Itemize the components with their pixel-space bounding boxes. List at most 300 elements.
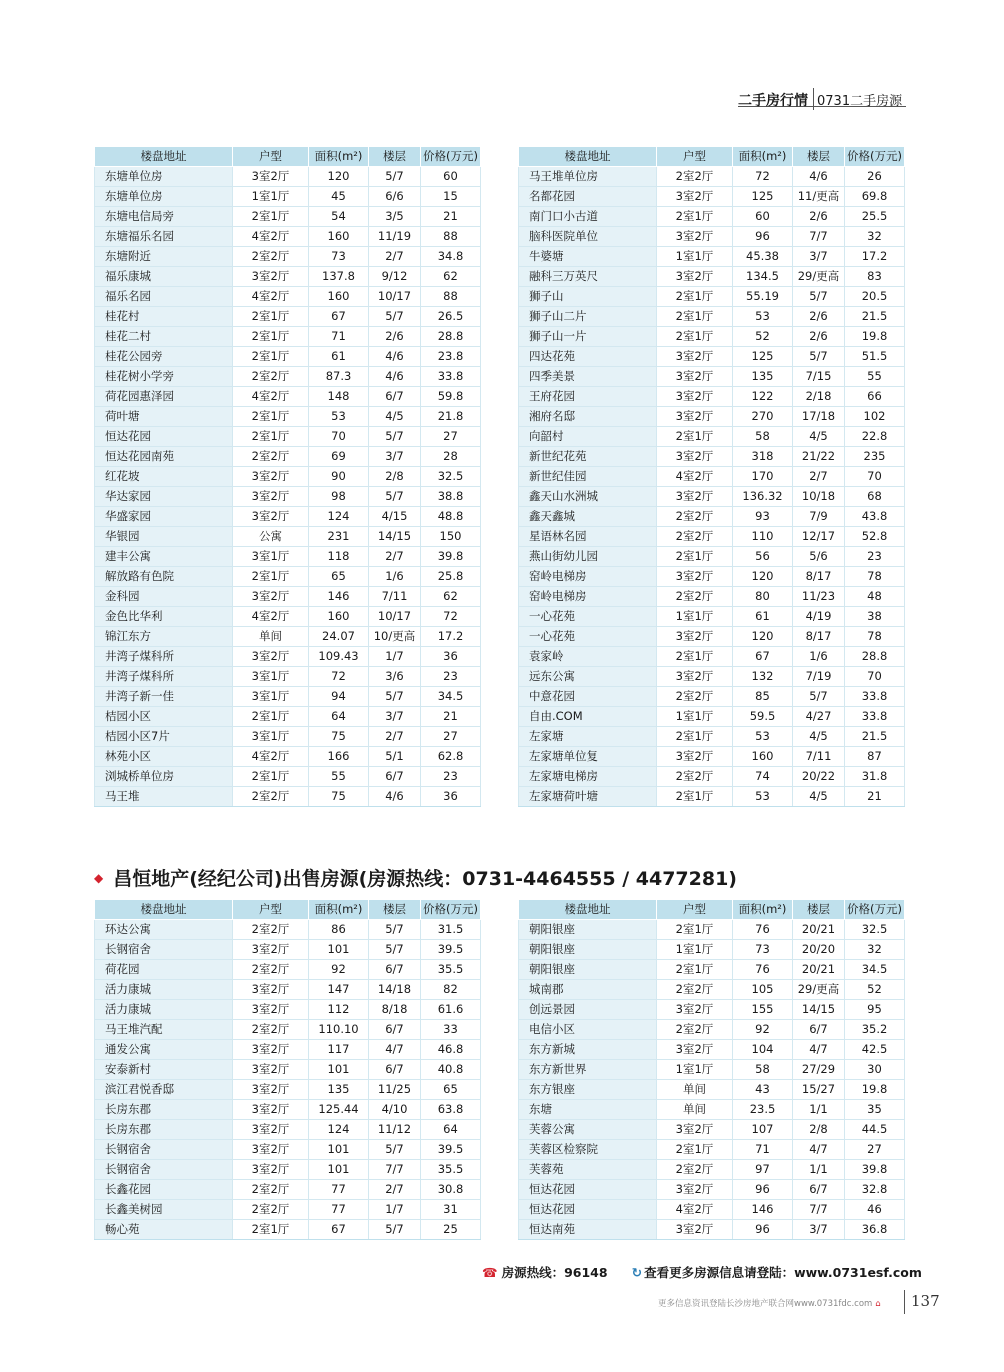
table-row xyxy=(519,1040,905,1060)
listing-table-bottom-left xyxy=(94,899,481,1240)
cell-floor: 2/7 xyxy=(369,1180,421,1200)
cell-area: 146 xyxy=(309,587,369,607)
cell-address: 芙蓉公寓 xyxy=(519,1120,657,1140)
cell-address: 融科三万英尺 xyxy=(519,267,657,287)
cell-price: 72 xyxy=(421,607,481,627)
listing-table-top-left xyxy=(94,146,481,807)
cell-floor: 4/5 xyxy=(369,407,421,427)
cell-floor: 5/7 xyxy=(369,1220,421,1240)
cell-price: 25 xyxy=(421,1220,481,1240)
phone-icon: ☎ xyxy=(482,1265,498,1280)
cell-floor: 8/17 xyxy=(793,627,845,647)
cell-address: 中意花园 xyxy=(519,687,657,707)
cell-floor: 4/15 xyxy=(369,507,421,527)
cell-area: 94 xyxy=(309,687,369,707)
cell-price: 33.8 xyxy=(421,367,481,387)
cell-price: 17.2 xyxy=(421,627,481,647)
cell-address: 新世纪佳园 xyxy=(519,467,657,487)
header-address: 楼盘地址 xyxy=(519,900,657,920)
cell-address: 城南郡 xyxy=(519,980,657,1000)
cell-address: 马王堆汽配 xyxy=(95,1020,233,1040)
table-row xyxy=(95,1040,481,1060)
table-row xyxy=(95,287,481,307)
cell-layout: 4室2厅 xyxy=(233,747,309,767)
cell-layout: 3室2厅 xyxy=(657,1220,733,1240)
cell-price: 235 xyxy=(845,447,905,467)
header-floor: 楼层 xyxy=(369,900,421,920)
cell-price: 31.8 xyxy=(845,767,905,787)
cell-price: 70 xyxy=(845,467,905,487)
cell-layout: 3室2厅 xyxy=(233,940,309,960)
table-row xyxy=(95,467,481,487)
cell-price: 87 xyxy=(845,747,905,767)
table-row xyxy=(519,1120,905,1140)
cell-area: 45 xyxy=(309,187,369,207)
cell-floor: 5/7 xyxy=(793,347,845,367)
header-divider xyxy=(813,88,814,110)
cell-address: 向韶村 xyxy=(519,427,657,447)
cell-area: 160 xyxy=(309,607,369,627)
header-floor: 楼层 xyxy=(793,900,845,920)
cell-floor: 1/1 xyxy=(793,1160,845,1180)
cell-layout: 3室2厅 xyxy=(233,980,309,1000)
cell-floor: 5/7 xyxy=(793,687,845,707)
table-header-row xyxy=(95,900,481,920)
cell-price: 26 xyxy=(845,167,905,187)
cell-price: 30.8 xyxy=(421,1180,481,1200)
cell-floor: 9/12 xyxy=(369,267,421,287)
table-row xyxy=(95,1060,481,1080)
cell-address: 东方新城 xyxy=(519,1040,657,1060)
cell-area: 101 xyxy=(309,1140,369,1160)
cell-address: 林苑小区 xyxy=(95,747,233,767)
cell-layout: 3室2厅 xyxy=(233,587,309,607)
cell-price: 30 xyxy=(845,1060,905,1080)
table-row xyxy=(95,980,481,1000)
cell-price: 23 xyxy=(421,767,481,787)
cell-floor: 2/6 xyxy=(793,207,845,227)
cell-floor: 8/18 xyxy=(369,1000,421,1020)
cell-floor: 20/21 xyxy=(793,920,845,940)
cell-layout: 3室2厅 xyxy=(233,1160,309,1180)
cell-price: 36 xyxy=(421,787,481,807)
table-row xyxy=(519,347,905,367)
table-row xyxy=(519,1140,905,1160)
cell-address: 王府花园 xyxy=(519,387,657,407)
cell-area: 24.07 xyxy=(309,627,369,647)
cell-price: 82 xyxy=(421,980,481,1000)
table-row xyxy=(519,747,905,767)
cell-area: 105 xyxy=(733,980,793,1000)
header-address: 楼盘地址 xyxy=(519,147,657,167)
cell-address: 东方新世界 xyxy=(519,1060,657,1080)
cell-area: 110.10 xyxy=(309,1020,369,1040)
cell-floor: 5/1 xyxy=(369,747,421,767)
table-row xyxy=(519,387,905,407)
cell-price: 27 xyxy=(421,427,481,447)
table-row xyxy=(519,367,905,387)
cell-price: 44.5 xyxy=(845,1120,905,1140)
cell-price: 64 xyxy=(421,1120,481,1140)
cell-address: 通发公寓 xyxy=(95,1040,233,1060)
cell-price: 62 xyxy=(421,267,481,287)
cell-address: 芙蓉苑 xyxy=(519,1160,657,1180)
cell-address: 桂花村 xyxy=(95,307,233,327)
cell-area: 76 xyxy=(733,960,793,980)
cell-address: 远东公寓 xyxy=(519,667,657,687)
cell-price: 33.8 xyxy=(845,707,905,727)
cell-layout: 3室2厅 xyxy=(233,467,309,487)
cell-area: 125.44 xyxy=(309,1100,369,1120)
cell-area: 134.5 xyxy=(733,267,793,287)
cell-address: 桔园小区7片 xyxy=(95,727,233,747)
cell-address: 东塘电信局旁 xyxy=(95,207,233,227)
cell-layout: 单间 xyxy=(233,627,309,647)
cell-layout: 2室1厅 xyxy=(657,787,733,807)
cell-floor: 2/8 xyxy=(793,1120,845,1140)
cell-layout: 1室1厅 xyxy=(657,247,733,267)
cell-floor: 4/5 xyxy=(793,427,845,447)
cell-floor: 7/7 xyxy=(793,227,845,247)
cell-floor: 29/更高 xyxy=(793,980,845,1000)
cell-address: 华银园 xyxy=(95,527,233,547)
cell-address: 湘府名邸 xyxy=(519,407,657,427)
table-row xyxy=(519,187,905,207)
cell-area: 43 xyxy=(733,1080,793,1100)
cell-layout: 3室1厅 xyxy=(233,727,309,747)
cell-address: 四季美景 xyxy=(519,367,657,387)
cell-price: 39.5 xyxy=(421,1140,481,1160)
cell-floor: 5/7 xyxy=(793,287,845,307)
cell-layout: 2室2厅 xyxy=(657,527,733,547)
cell-address: 牛婆塘 xyxy=(519,247,657,267)
section-title xyxy=(94,864,737,891)
cell-floor: 4/10 xyxy=(369,1100,421,1120)
table-row xyxy=(95,1180,481,1200)
cell-address: 福乐名园 xyxy=(95,287,233,307)
table-header-row xyxy=(95,147,481,167)
cell-floor: 7/11 xyxy=(369,587,421,607)
cell-price: 83 xyxy=(845,267,905,287)
table-row xyxy=(95,687,481,707)
cell-address: 马王堆单位房 xyxy=(519,167,657,187)
cell-floor: 5/7 xyxy=(369,687,421,707)
table-row xyxy=(519,487,905,507)
cell-price: 66 xyxy=(845,387,905,407)
cell-address: 浏城桥单位房 xyxy=(95,767,233,787)
cell-address: 自由.COM xyxy=(519,707,657,727)
cell-layout: 3室2厅 xyxy=(233,507,309,527)
cell-price: 88 xyxy=(421,227,481,247)
table-row xyxy=(519,427,905,447)
cell-floor: 6/7 xyxy=(793,1020,845,1040)
cell-floor: 11/25 xyxy=(369,1080,421,1100)
cell-floor: 10/17 xyxy=(369,607,421,627)
table-row xyxy=(519,940,905,960)
cell-price: 46 xyxy=(845,1200,905,1220)
cell-layout: 2室1厅 xyxy=(657,547,733,567)
cell-price: 39.8 xyxy=(845,1160,905,1180)
cell-price: 63.8 xyxy=(421,1100,481,1120)
cell-layout: 2室2厅 xyxy=(657,687,733,707)
table-row xyxy=(95,267,481,287)
cell-layout: 3室2厅 xyxy=(657,567,733,587)
cell-floor: 5/7 xyxy=(369,487,421,507)
cell-layout: 2室1厅 xyxy=(233,327,309,347)
cell-floor: 1/7 xyxy=(369,1200,421,1220)
cell-price: 33 xyxy=(421,1020,481,1040)
cell-address: 荷叶塘 xyxy=(95,407,233,427)
cell-layout: 3室2厅 xyxy=(233,1100,309,1120)
cell-floor: 4/27 xyxy=(793,707,845,727)
cell-floor: 6/7 xyxy=(369,960,421,980)
cell-layout: 3室2厅 xyxy=(233,1140,309,1160)
cell-floor: 7/9 xyxy=(793,507,845,527)
cell-layout: 2室1厅 xyxy=(657,727,733,747)
cell-price: 15 xyxy=(421,187,481,207)
table-row xyxy=(519,707,905,727)
table-row xyxy=(95,727,481,747)
cell-area: 166 xyxy=(309,747,369,767)
cell-price: 36.8 xyxy=(845,1220,905,1240)
table-row xyxy=(519,1020,905,1040)
table-row xyxy=(95,527,481,547)
cell-layout: 2室1厅 xyxy=(657,207,733,227)
cell-area: 67 xyxy=(733,647,793,667)
cell-floor: 4/6 xyxy=(369,347,421,367)
cell-area: 120 xyxy=(733,567,793,587)
table-row xyxy=(95,767,481,787)
cell-floor: 3/7 xyxy=(793,1220,845,1240)
cell-price: 32 xyxy=(845,227,905,247)
listing-table-bottom-right xyxy=(518,899,905,1240)
cell-price: 61.6 xyxy=(421,1000,481,1020)
cell-address: 狮子山 xyxy=(519,287,657,307)
cell-area: 65 xyxy=(309,567,369,587)
table-row xyxy=(519,1160,905,1180)
table-row xyxy=(519,587,905,607)
cell-address: 桂花树小学旁 xyxy=(95,367,233,387)
cell-floor: 11/更高 xyxy=(793,187,845,207)
cell-area: 97 xyxy=(733,1160,793,1180)
cell-price: 22.8 xyxy=(845,427,905,447)
cell-price: 23 xyxy=(845,547,905,567)
header-address: 楼盘地址 xyxy=(95,900,233,920)
cell-floor: 6/7 xyxy=(369,1020,421,1040)
cell-area: 60 xyxy=(733,207,793,227)
cell-price: 39.8 xyxy=(421,547,481,567)
cell-price: 52.8 xyxy=(845,527,905,547)
cell-layout: 3室1厅 xyxy=(233,547,309,567)
table-row xyxy=(519,547,905,567)
cell-price: 32.8 xyxy=(845,1180,905,1200)
cell-area: 75 xyxy=(309,787,369,807)
cell-layout: 3室2厅 xyxy=(657,187,733,207)
cell-area: 120 xyxy=(733,627,793,647)
cell-area: 155 xyxy=(733,1000,793,1020)
cell-floor: 29/更高 xyxy=(793,267,845,287)
website-text[interactable]: 查看更多房源信息请登陆：www.0731esf.com xyxy=(644,1265,922,1280)
cell-layout: 2室1厅 xyxy=(233,427,309,447)
cell-floor: 6/7 xyxy=(369,767,421,787)
house-logo-icon: ⌂ xyxy=(875,1299,881,1309)
cell-floor: 1/6 xyxy=(793,647,845,667)
cell-floor: 5/7 xyxy=(369,427,421,447)
cell-floor: 2/18 xyxy=(793,387,845,407)
cell-area: 101 xyxy=(309,940,369,960)
cell-floor: 5/7 xyxy=(369,1140,421,1160)
cell-layout: 1室1厅 xyxy=(657,940,733,960)
cell-floor: 21/22 xyxy=(793,447,845,467)
table-row xyxy=(95,607,481,627)
listing-table-top-right xyxy=(518,146,905,807)
cell-area: 318 xyxy=(733,447,793,467)
table-row xyxy=(95,387,481,407)
header-layout: 户型 xyxy=(657,147,733,167)
cell-floor: 5/7 xyxy=(369,920,421,940)
cell-floor: 10/18 xyxy=(793,487,845,507)
table-row xyxy=(95,327,481,347)
cell-area: 109.43 xyxy=(309,647,369,667)
cell-floor: 2/7 xyxy=(369,547,421,567)
cell-area: 77 xyxy=(309,1180,369,1200)
cell-layout: 公寓 xyxy=(233,527,309,547)
hotline-text: 房源热线：96148 xyxy=(501,1265,608,1280)
header-price: 价格(万元) xyxy=(421,147,481,167)
cell-address: 东塘 xyxy=(519,1100,657,1120)
cell-layout: 2室1厅 xyxy=(233,407,309,427)
cell-layout: 2室2厅 xyxy=(657,587,733,607)
header-area: 面积(m²) xyxy=(309,900,369,920)
cell-address: 朝阳银座 xyxy=(519,960,657,980)
cell-price: 35 xyxy=(845,1100,905,1120)
cell-address: 桂花二村 xyxy=(95,327,233,347)
cell-address: 燕山街幼儿园 xyxy=(519,547,657,567)
header-floor: 楼层 xyxy=(369,147,421,167)
table-row xyxy=(95,587,481,607)
cell-price: 55 xyxy=(845,367,905,387)
table-row xyxy=(95,960,481,980)
cell-layout: 2室2厅 xyxy=(233,920,309,940)
cell-area: 101 xyxy=(309,1160,369,1180)
header-floor: 楼层 xyxy=(793,147,845,167)
table-row xyxy=(95,747,481,767)
table-row xyxy=(95,1080,481,1100)
table-row xyxy=(519,607,905,627)
cell-area: 92 xyxy=(309,960,369,980)
cell-floor: 10/更高 xyxy=(369,627,421,647)
cell-area: 23.5 xyxy=(733,1100,793,1120)
cell-floor: 8/17 xyxy=(793,567,845,587)
footer-more-info xyxy=(658,1297,881,1309)
cell-floor: 7/11 xyxy=(793,747,845,767)
table-row xyxy=(519,567,905,587)
cell-address: 畅心苑 xyxy=(95,1220,233,1240)
cell-area: 54 xyxy=(309,207,369,227)
cell-address: 长房东郡 xyxy=(95,1120,233,1140)
cell-area: 72 xyxy=(733,167,793,187)
cell-price: 21.5 xyxy=(845,727,905,747)
table-row xyxy=(95,207,481,227)
table-row xyxy=(95,507,481,527)
cell-floor: 4/5 xyxy=(793,727,845,747)
table-row xyxy=(519,207,905,227)
cell-price: 36 xyxy=(421,647,481,667)
table-row xyxy=(95,1160,481,1180)
cell-price: 34.5 xyxy=(421,687,481,707)
cell-address: 长钢宿舍 xyxy=(95,1140,233,1160)
cell-price: 65 xyxy=(421,1080,481,1100)
cell-area: 120 xyxy=(309,167,369,187)
cell-layout: 2室1厅 xyxy=(233,767,309,787)
table-row xyxy=(95,1120,481,1140)
cell-floor: 14/15 xyxy=(369,527,421,547)
cell-area: 56 xyxy=(733,547,793,567)
cell-area: 73 xyxy=(733,940,793,960)
cell-address: 红花坡 xyxy=(95,467,233,487)
cell-area: 160 xyxy=(309,287,369,307)
cell-area: 132 xyxy=(733,667,793,687)
cell-layout: 1室1厅 xyxy=(657,707,733,727)
cell-floor: 3/5 xyxy=(369,207,421,227)
cell-price: 35.5 xyxy=(421,960,481,980)
cell-layout: 2室1厅 xyxy=(233,347,309,367)
more-info-text[interactable]: 更多信息资讯登陆长沙房地产联合网www.0731fdc.com xyxy=(658,1299,873,1309)
cell-area: 124 xyxy=(309,1120,369,1140)
cell-layout: 3室2厅 xyxy=(233,647,309,667)
cell-address: 创远景园 xyxy=(519,1000,657,1020)
cell-layout: 1室1厅 xyxy=(233,187,309,207)
cell-area: 86 xyxy=(309,920,369,940)
cell-area: 96 xyxy=(733,1180,793,1200)
cell-price: 31 xyxy=(421,1200,481,1220)
cell-area: 64 xyxy=(309,707,369,727)
cell-layout: 2室2厅 xyxy=(233,960,309,980)
cell-address: 窑岭电梯房 xyxy=(519,587,657,607)
cell-address: 一心花苑 xyxy=(519,607,657,627)
table-row xyxy=(519,1100,905,1120)
cell-layout: 2室1厅 xyxy=(657,307,733,327)
cell-floor: 5/6 xyxy=(793,547,845,567)
cell-layout: 2室2厅 xyxy=(657,167,733,187)
cell-area: 90 xyxy=(309,467,369,487)
cell-floor: 4/5 xyxy=(793,787,845,807)
cell-address: 长钢宿舍 xyxy=(95,1160,233,1180)
cell-price: 59.8 xyxy=(421,387,481,407)
cell-floor: 4/7 xyxy=(793,1040,845,1060)
table-header-row xyxy=(519,900,905,920)
page-number: 137 xyxy=(911,1292,940,1310)
cell-floor: 17/18 xyxy=(793,407,845,427)
cell-floor: 4/7 xyxy=(369,1040,421,1060)
section-title-text: 昌恒地产(经纪公司)出售房源(房源热线：0731-4464555 / 4477281) xyxy=(113,868,737,890)
cell-layout: 3室1厅 xyxy=(233,667,309,687)
table-row xyxy=(95,307,481,327)
cell-floor: 2/6 xyxy=(793,327,845,347)
cell-floor: 3/7 xyxy=(369,707,421,727)
cell-price: 43.8 xyxy=(845,507,905,527)
cell-layout: 3室2厅 xyxy=(657,747,733,767)
cell-price: 23 xyxy=(421,667,481,687)
cell-price: 21 xyxy=(421,707,481,727)
table-row xyxy=(95,427,481,447)
table-row xyxy=(519,467,905,487)
cell-area: 147 xyxy=(309,980,369,1000)
cell-price: 32.5 xyxy=(421,467,481,487)
cell-address: 华达家园 xyxy=(95,487,233,507)
cell-floor: 7/19 xyxy=(793,667,845,687)
cell-address: 荷花园 xyxy=(95,960,233,980)
